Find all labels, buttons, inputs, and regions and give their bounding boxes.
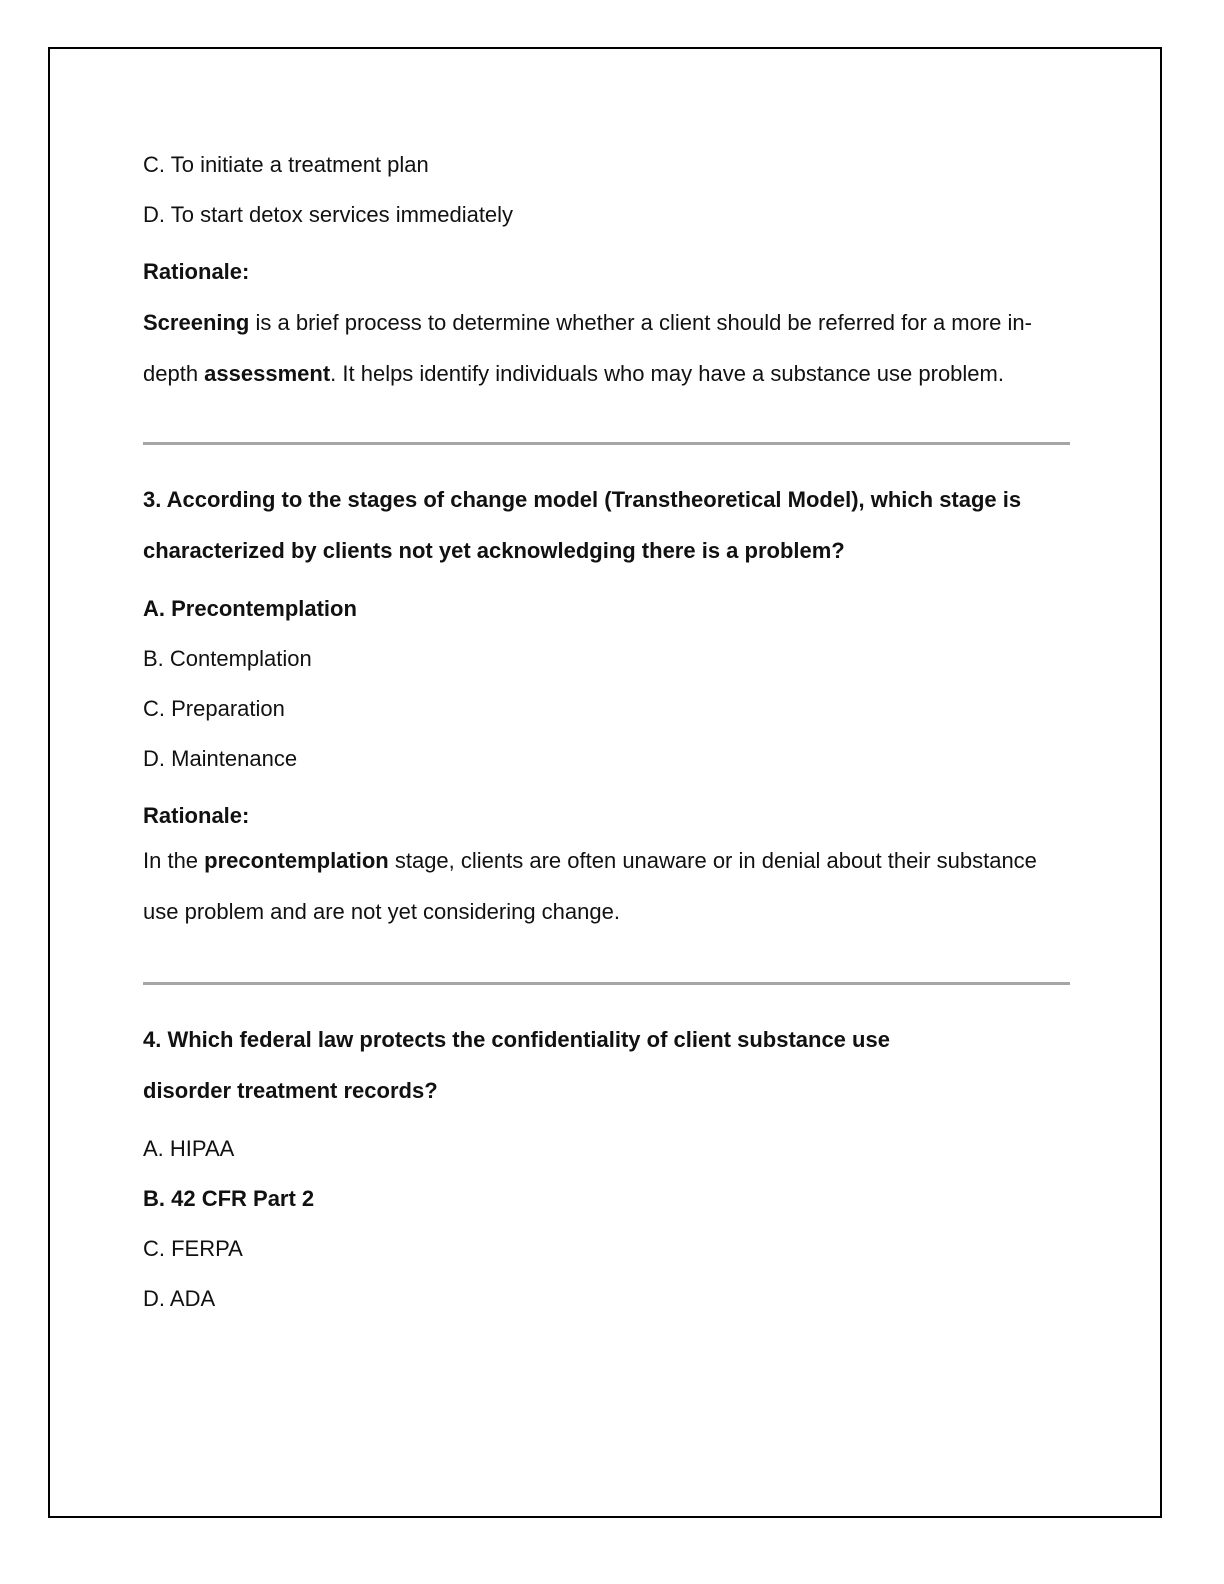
question-4 xyxy=(143,1014,1083,1324)
rationale-bold-term: Screening xyxy=(143,310,250,335)
section-divider xyxy=(143,442,1070,445)
option-c: C. FERPA xyxy=(143,1236,243,1261)
rationale-text-part: is a brief process to determine whether a client should be referred for a more in-depth xyxy=(143,310,1032,386)
option-d: D. To start detox services immediately xyxy=(143,202,514,227)
rationale-text-part: stage, clients are often unaware or in denial about their substance use problem and are not yet considering change. xyxy=(143,848,1037,924)
rationale-label: Rationale: xyxy=(143,259,250,284)
option-a: A. HIPAA xyxy=(143,1136,235,1161)
option-d: D. ADA xyxy=(143,1286,216,1311)
question-title: 3. According to the stages of change model (Transtheoretical Model), which stage is characterized by clients not yet acknowledging there is a problem? xyxy=(143,487,1022,563)
option-b-correct: B. 42 CFR Part 2 xyxy=(143,1186,315,1211)
rationale-label: Rationale: xyxy=(143,803,250,828)
rationale-text-part: . It helps identify individuals who may have a substance use problem. xyxy=(330,360,1004,386)
rationale-text xyxy=(143,836,1063,937)
rationale-bold-term: assessment xyxy=(204,360,331,386)
question-title: 4. Which federal law protects the confidentiality of client substance use disorder treatment records? xyxy=(143,1027,890,1103)
option-a-correct: A. Precontemplation xyxy=(143,596,357,621)
option-d: D. Maintenance xyxy=(143,746,298,771)
section-divider xyxy=(143,982,1070,985)
question-3 xyxy=(143,474,1083,937)
rationale-text-part: In the xyxy=(143,848,205,873)
option-b: B. Contemplation xyxy=(143,646,312,671)
rationale-bold-term: precontemplation xyxy=(204,848,389,873)
document-content xyxy=(143,140,1083,1324)
option-c: C. To initiate a treatment plan xyxy=(143,152,429,177)
question-2-tail xyxy=(143,140,1083,399)
rationale-text xyxy=(143,298,1071,399)
option-c: C. Preparation xyxy=(143,696,285,721)
